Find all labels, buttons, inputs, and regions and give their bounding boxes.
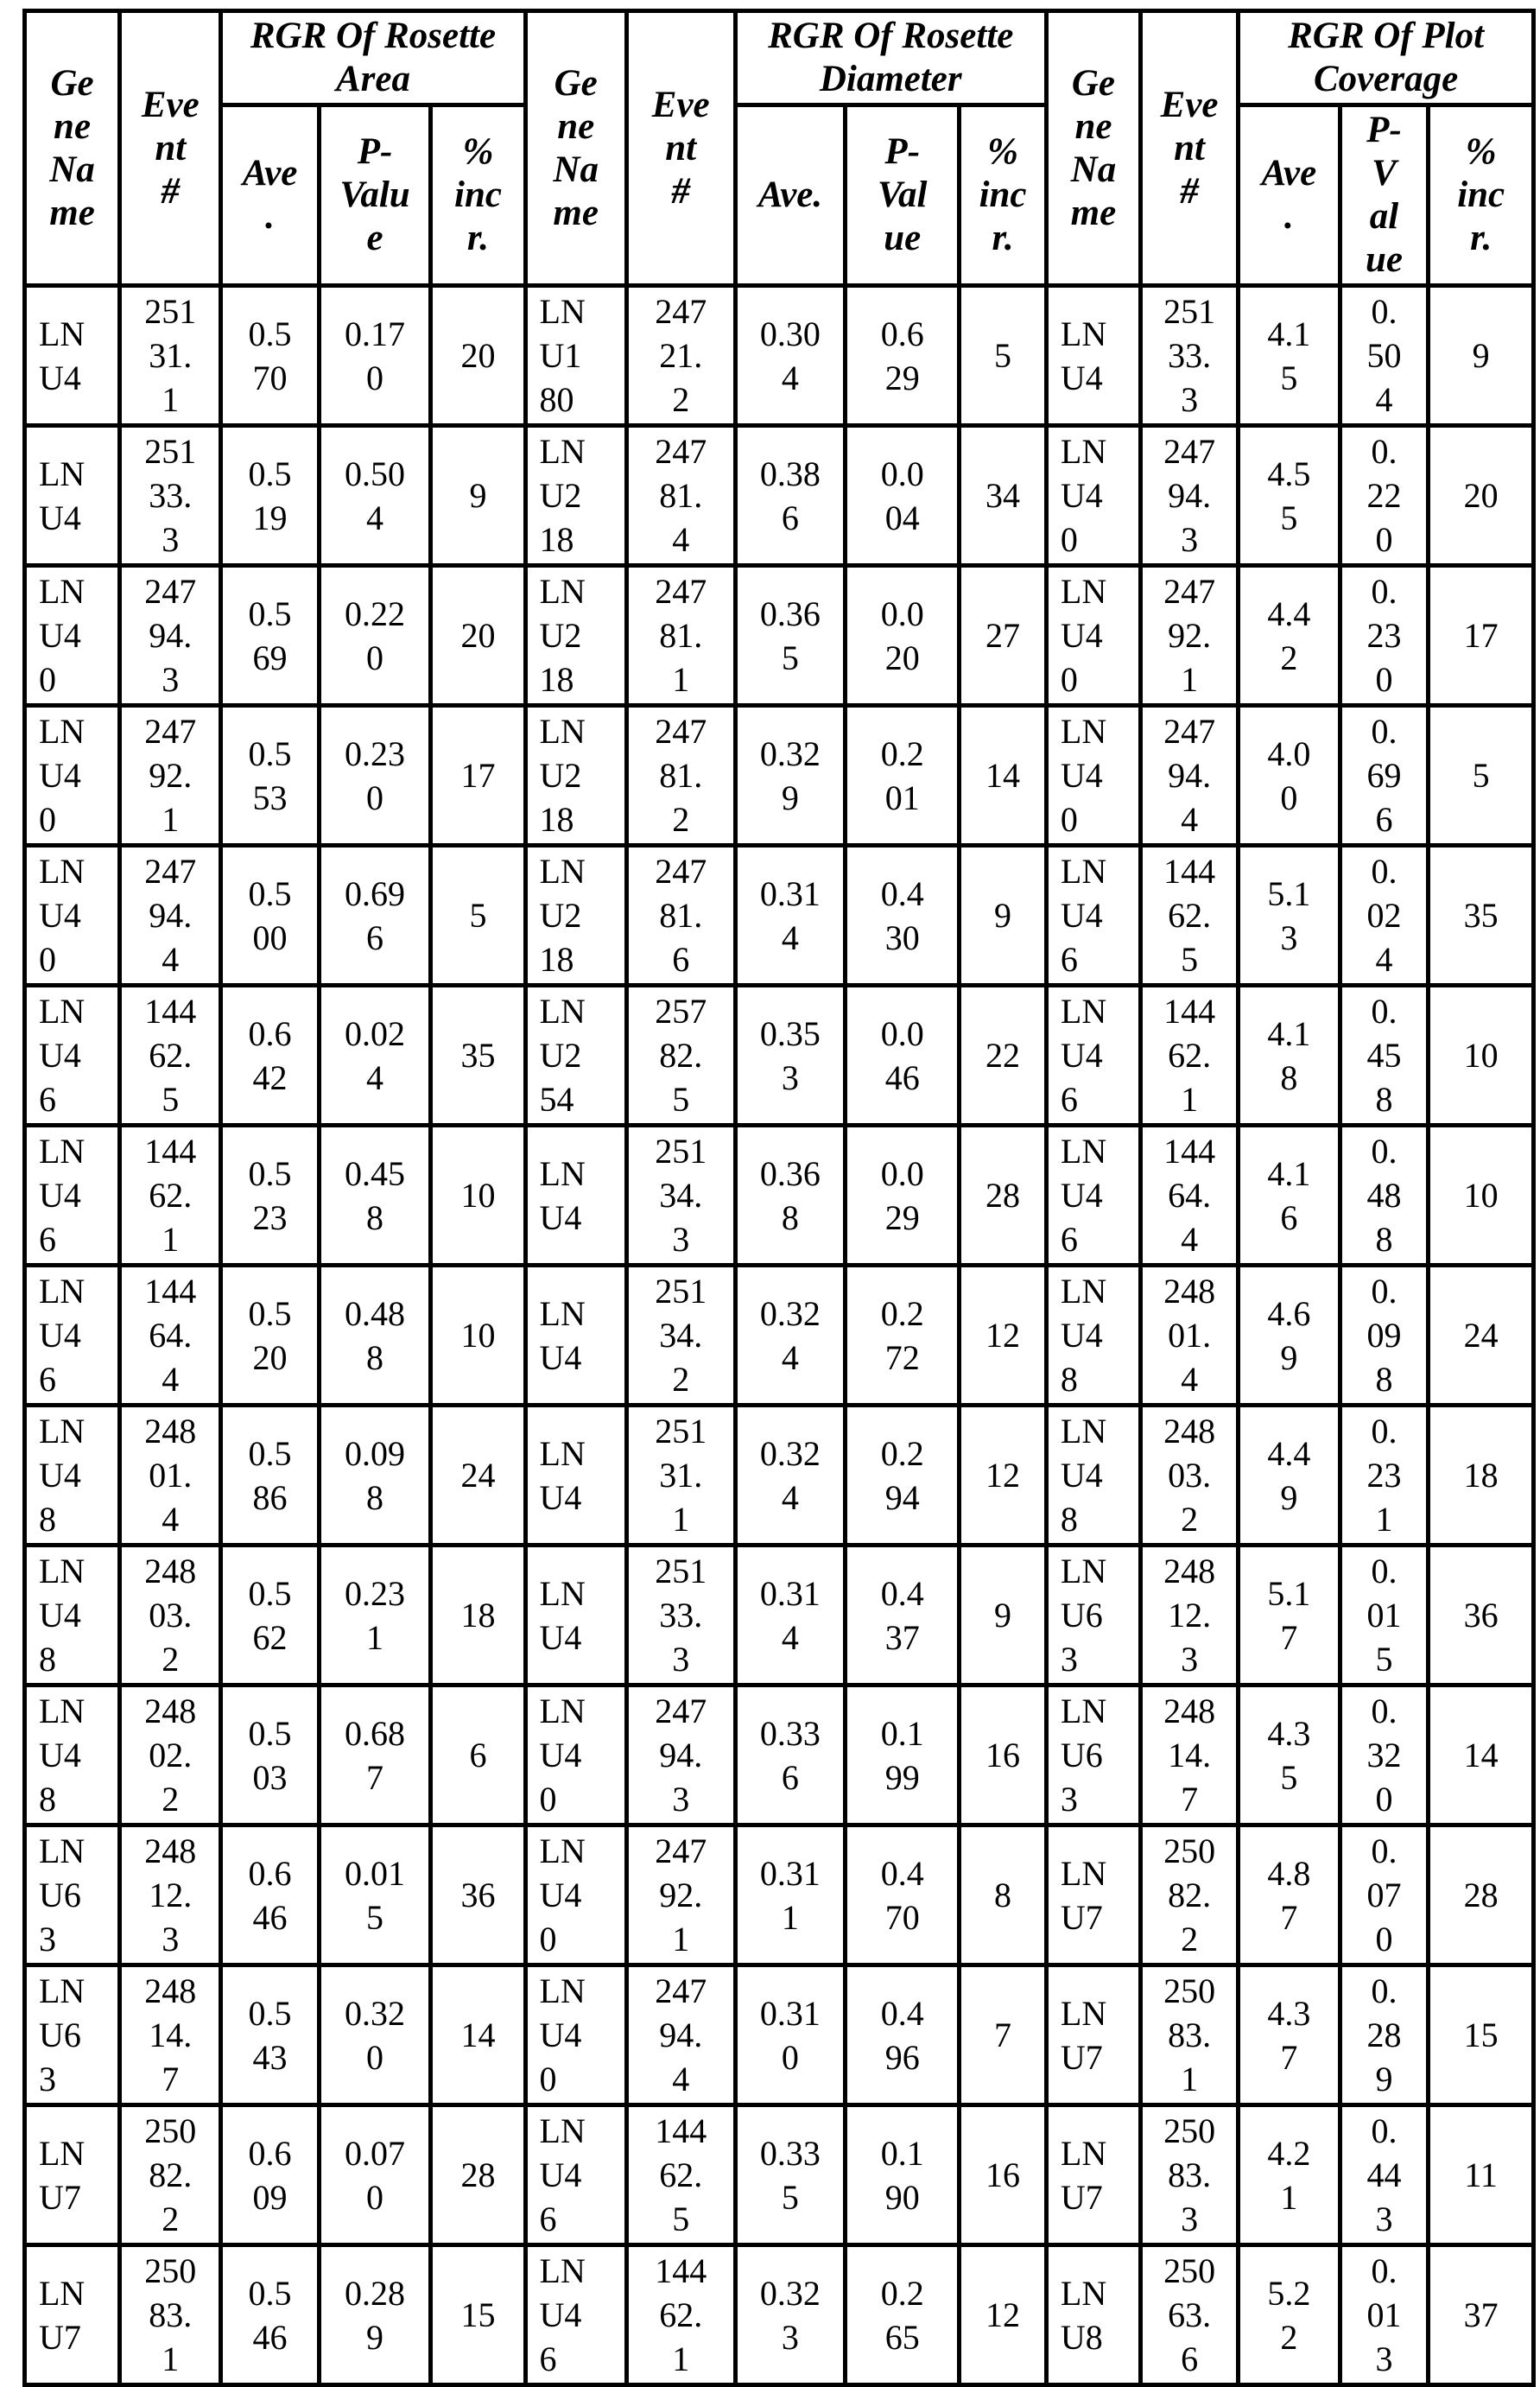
p-value-cell: 0.4 37: [846, 1546, 960, 1686]
event-number-cell: 250 82. 2: [1140, 1825, 1238, 1965]
gene-name-header: Ge ne Na me: [1046, 11, 1140, 286]
percent-incr-cell: 22: [960, 986, 1047, 1126]
percent-incr-cell: 20: [431, 286, 525, 426]
ave-cell: 0.6 09: [221, 2105, 319, 2245]
p-value-cell: 0. 44 3: [1340, 2105, 1429, 2245]
ave-cell: 0.31 4: [735, 1546, 846, 1686]
ave-cell: 0.5 23: [221, 1126, 319, 1266]
percent-incr-header: % inc r.: [431, 105, 525, 286]
ave-cell: 0.5 70: [221, 286, 319, 426]
ave-header: Ave .: [221, 105, 319, 286]
percent-incr-cell: 24: [1429, 1266, 1534, 1406]
ave-cell: 0.33 5: [735, 2105, 846, 2245]
event-number-cell: 247 94. 4: [1140, 706, 1238, 846]
percent-incr-cell: 14: [1429, 1686, 1534, 1825]
event-number-cell: 247 92. 1: [120, 706, 221, 846]
ave-cell: 0.30 4: [735, 286, 846, 426]
table-row: [25, 426, 1534, 566]
p-value-cell: 0.22 0: [319, 566, 431, 706]
p-value-cell: 0.2 72: [846, 1266, 960, 1406]
table-row: [25, 2245, 1534, 2385]
p-value-cell: 0.17 0: [319, 286, 431, 426]
p-value-cell: 0.2 01: [846, 706, 960, 846]
p-value-cell: 0.4 30: [846, 846, 960, 986]
ave-cell: 0.31 4: [735, 846, 846, 986]
p-value-cell: 0.50 4: [319, 426, 431, 566]
percent-incr-cell: 28: [960, 1126, 1047, 1266]
p-value-cell: 0.32 0: [319, 1965, 431, 2105]
event-number-cell: 251 33. 3: [626, 1546, 735, 1686]
p-value-cell: 0.4 70: [846, 1825, 960, 1965]
p-value-cell: 0. 69 6: [1340, 706, 1429, 846]
p-value-cell: 0. 23 0: [1340, 566, 1429, 706]
ave-cell: 0.31 0: [735, 1965, 846, 2105]
event-number-cell: 248 02. 2: [120, 1686, 221, 1825]
p-value-cell: 0. 07 0: [1340, 1825, 1429, 1965]
gene-name-cell: LN U4: [25, 426, 120, 566]
event-number-cell: 247 92. 1: [1140, 566, 1238, 706]
event-number-cell: 247 81. 2: [626, 706, 735, 846]
percent-incr-cell: 28: [1429, 1825, 1534, 1965]
gene-name-cell: LN U4 0: [25, 566, 120, 706]
gene-name-cell: LN U7: [25, 2105, 120, 2245]
percent-incr-cell: 10: [431, 1266, 525, 1406]
p-value-cell: 0.0 46: [846, 986, 960, 1126]
percent-incr-cell: 5: [431, 846, 525, 986]
percent-incr-cell: 8: [960, 1825, 1047, 1965]
event-number-cell: 257 82. 5: [626, 986, 735, 1126]
event-number-header: Eve nt #: [120, 11, 221, 286]
p-value-cell: 0.2 94: [846, 1406, 960, 1546]
percent-incr-cell: 10: [1429, 986, 1534, 1126]
percent-incr-cell: 18: [431, 1546, 525, 1686]
p-value-cell: 0.4 96: [846, 1965, 960, 2105]
ave-cell: 0.6 46: [221, 1825, 319, 1965]
p-value-cell: 0. 28 9: [1340, 1965, 1429, 2105]
gene-name-cell: LN U4 8: [25, 1686, 120, 1825]
gene-name-cell: LN U2 18: [525, 566, 626, 706]
percent-incr-cell: 5: [1429, 706, 1534, 846]
ave-cell: 4.4 2: [1239, 566, 1340, 706]
event-number-cell: 250 63. 6: [1140, 2245, 1238, 2385]
ave-cell: 4.5 5: [1239, 426, 1340, 566]
gene-name-cell: LN U4 6: [525, 2245, 626, 2385]
event-number-cell: 250 82. 2: [120, 2105, 221, 2245]
percent-incr-cell: 35: [431, 986, 525, 1126]
gene-name-cell: LN U7: [1046, 1965, 1140, 2105]
p-value-cell: 0.0 20: [846, 566, 960, 706]
percent-incr-cell: 5: [960, 286, 1047, 426]
percent-incr-cell: 12: [960, 1266, 1047, 1406]
ave-cell: 0.5 86: [221, 1406, 319, 1546]
gene-name-cell: LN U8: [1046, 2245, 1140, 2385]
event-number-cell: 250 83. 3: [1140, 2105, 1238, 2245]
p-value-cell: 0.0 04: [846, 426, 960, 566]
ave-cell: 4.0 0: [1239, 706, 1340, 846]
percent-incr-cell: 36: [431, 1825, 525, 1965]
percent-incr-cell: 6: [431, 1686, 525, 1825]
p-value-cell: 0.09 8: [319, 1406, 431, 1546]
p-value-cell: 0. 01 3: [1340, 2245, 1429, 2385]
ave-cell: 5.2 2: [1239, 2245, 1340, 2385]
gene-name-cell: LN U4 8: [1046, 1406, 1140, 1546]
p-value-cell: 0.45 8: [319, 1126, 431, 1266]
gene-name-cell: LN U4 0: [525, 1965, 626, 2105]
percent-incr-cell: 10: [1429, 1126, 1534, 1266]
ave-cell: 0.36 8: [735, 1126, 846, 1266]
ave-cell: 0.5 19: [221, 426, 319, 566]
p-value-cell: 0. 09 8: [1340, 1266, 1429, 1406]
event-number-cell: 251 33. 3: [1140, 286, 1238, 426]
percent-incr-cell: 35: [1429, 846, 1534, 986]
gene-name-cell: LN U4: [525, 1406, 626, 1546]
event-number-cell: 251 31. 1: [120, 286, 221, 426]
p-value-cell: 0.23 1: [319, 1546, 431, 1686]
gene-name-header: Ge ne Na me: [525, 11, 626, 286]
gene-name-cell: LN U4: [25, 286, 120, 426]
gene-name-cell: LN U4: [525, 1126, 626, 1266]
p-value-header: P- Valu e: [319, 105, 431, 286]
ave-cell: 0.6 42: [221, 986, 319, 1126]
event-number-header: Eve nt #: [626, 11, 735, 286]
header-row-group-titles: [25, 11, 1534, 105]
ave-cell: 0.5 20: [221, 1266, 319, 1406]
event-number-cell: 247 94. 3: [626, 1686, 735, 1825]
percent-incr-cell: 27: [960, 566, 1047, 706]
percent-incr-cell: 10: [431, 1126, 525, 1266]
group-title-rosette-diameter: RGR Of Rosette Diameter: [735, 11, 1046, 105]
gene-name-cell: LN U2 54: [525, 986, 626, 1126]
p-value-cell: 0.1 99: [846, 1686, 960, 1825]
gene-name-cell: LN U4 0: [525, 1686, 626, 1825]
percent-incr-cell: 16: [960, 2105, 1047, 2245]
p-value-cell: 0. 45 8: [1340, 986, 1429, 1126]
ave-header: Ave.: [735, 105, 846, 286]
gene-name-cell: LN U6 3: [25, 1965, 120, 2105]
table-row: [25, 566, 1534, 706]
percent-incr-cell: 16: [960, 1686, 1047, 1825]
event-number-cell: 247 21. 2: [626, 286, 735, 426]
gene-name-cell: LN U4 8: [25, 1546, 120, 1686]
gene-name-cell: LN U4 0: [1046, 706, 1140, 846]
event-number-header: Eve nt #: [1140, 11, 1238, 286]
event-number-cell: 250 83. 1: [120, 2245, 221, 2385]
event-number-cell: 251 33. 3: [120, 426, 221, 566]
gene-name-cell: LN U4 0: [525, 1825, 626, 1965]
event-number-cell: 250 83. 1: [1140, 1965, 1238, 2105]
gene-name-cell: LN U4 0: [25, 706, 120, 846]
event-number-cell: 144 62. 1: [626, 2245, 735, 2385]
gene-name-cell: LN U2 18: [525, 706, 626, 846]
ave-cell: 0.5 43: [221, 1965, 319, 2105]
p-value-cell: 0.0 29: [846, 1126, 960, 1266]
gene-name-cell: LN U4 6: [1046, 986, 1140, 1126]
gene-name-cell: LN U4 8: [1046, 1266, 1140, 1406]
percent-incr-cell: 15: [1429, 1965, 1534, 2105]
gene-name-cell: LN U4 0: [25, 846, 120, 986]
percent-incr-header: % inc r.: [1429, 105, 1534, 286]
percent-incr-header: % inc r.: [960, 105, 1047, 286]
event-number-cell: 251 34. 3: [626, 1126, 735, 1266]
p-value-header: P- V al ue: [1340, 105, 1429, 286]
event-number-cell: 247 92. 1: [626, 1825, 735, 1965]
event-number-cell: 248 01. 4: [120, 1406, 221, 1546]
ave-cell: 0.32 4: [735, 1266, 846, 1406]
p-value-cell: 0. 02 4: [1340, 846, 1429, 986]
p-value-cell: 0.69 6: [319, 846, 431, 986]
gene-name-cell: LN U4: [525, 1546, 626, 1686]
ave-cell: 0.5 00: [221, 846, 319, 986]
rgr-data-table: [22, 9, 1536, 2387]
ave-cell: 0.38 6: [735, 426, 846, 566]
gene-name-cell: LN U4 6: [1046, 1126, 1140, 1266]
p-value-cell: 0.2 65: [846, 2245, 960, 2385]
percent-incr-cell: 14: [431, 1965, 525, 2105]
gene-name-cell: LN U4 6: [1046, 846, 1140, 986]
gene-name-cell: LN U4 6: [25, 1126, 120, 1266]
gene-name-cell: LN U4 6: [25, 986, 120, 1126]
ave-cell: 0.5 46: [221, 2245, 319, 2385]
table-row: [25, 1266, 1534, 1406]
gene-name-cell: LN U4 0: [1046, 426, 1140, 566]
percent-incr-cell: 9: [431, 426, 525, 566]
p-value-cell: 0.23 0: [319, 706, 431, 846]
event-number-cell: 144 62. 1: [1140, 986, 1238, 1126]
ave-cell: 0.32 4: [735, 1406, 846, 1546]
table-row: [25, 1686, 1534, 1825]
percent-incr-cell: 20: [1429, 426, 1534, 566]
table-row: [25, 846, 1534, 986]
ave-cell: 5.1 7: [1239, 1546, 1340, 1686]
ave-cell: 4.2 1: [1239, 2105, 1340, 2245]
ave-cell: 0.35 3: [735, 986, 846, 1126]
p-value-cell: 0.48 8: [319, 1266, 431, 1406]
gene-name-cell: LN U2 18: [525, 846, 626, 986]
table-row: [25, 2105, 1534, 2245]
p-value-cell: 0.02 4: [319, 986, 431, 1126]
percent-incr-cell: 17: [1429, 566, 1534, 706]
ave-header: Ave .: [1239, 105, 1340, 286]
ave-cell: 0.33 6: [735, 1686, 846, 1825]
event-number-cell: 144 62. 1: [120, 1126, 221, 1266]
p-value-cell: 0.68 7: [319, 1686, 431, 1825]
event-number-cell: 247 94. 3: [120, 566, 221, 706]
ave-cell: 0.5 53: [221, 706, 319, 846]
percent-incr-cell: 9: [960, 846, 1047, 986]
event-number-cell: 251 34. 2: [626, 1266, 735, 1406]
ave-cell: 4.6 9: [1239, 1266, 1340, 1406]
ave-cell: 4.8 7: [1239, 1825, 1340, 1965]
gene-name-cell: LN U7: [25, 2245, 120, 2385]
ave-cell: 0.5 69: [221, 566, 319, 706]
p-value-cell: 0.01 5: [319, 1825, 431, 1965]
group-title-plot-coverage: RGR Of Plot Coverage: [1239, 11, 1534, 105]
percent-incr-cell: 34: [960, 426, 1047, 566]
event-number-cell: 248 12. 3: [1140, 1546, 1238, 1686]
percent-incr-cell: 36: [1429, 1546, 1534, 1686]
table-row: [25, 1546, 1534, 1686]
group-title-rosette-area: RGR Of Rosette Area: [221, 11, 525, 105]
table-row: [25, 1965, 1534, 2105]
table-row: [25, 706, 1534, 846]
percent-incr-cell: 7: [960, 1965, 1047, 2105]
table-row: [25, 286, 1534, 426]
event-number-cell: 144 64. 4: [1140, 1126, 1238, 1266]
p-value-cell: 0.07 0: [319, 2105, 431, 2245]
gene-name-cell: LN U4 0: [1046, 566, 1140, 706]
ave-cell: 4.3 5: [1239, 1686, 1340, 1825]
event-number-cell: 144 62. 5: [626, 2105, 735, 2245]
ave-cell: 4.1 5: [1239, 286, 1340, 426]
p-value-cell: 0. 48 8: [1340, 1126, 1429, 1266]
ave-cell: 5.1 3: [1239, 846, 1340, 986]
event-number-cell: 248 03. 2: [120, 1546, 221, 1686]
event-number-cell: 247 81. 1: [626, 566, 735, 706]
ave-cell: 0.31 1: [735, 1825, 846, 1965]
event-number-cell: 144 64. 4: [120, 1266, 221, 1406]
p-value-cell: 0. 32 0: [1340, 1686, 1429, 1825]
gene-name-cell: LN U4 8: [25, 1406, 120, 1546]
gene-name-cell: LN U4 6: [25, 1266, 120, 1406]
table-row: [25, 986, 1534, 1126]
event-number-cell: 247 94. 3: [1140, 426, 1238, 566]
gene-name-cell: LN U7: [1046, 2105, 1140, 2245]
event-number-cell: 248 01. 4: [1140, 1266, 1238, 1406]
event-number-cell: 248 14. 7: [1140, 1686, 1238, 1825]
p-value-cell: 0. 22 0: [1340, 426, 1429, 566]
percent-incr-cell: 17: [431, 706, 525, 846]
p-value-cell: 0. 23 1: [1340, 1406, 1429, 1546]
gene-name-header: Ge ne Na me: [25, 11, 120, 286]
ave-cell: 4.4 9: [1239, 1406, 1340, 1546]
gene-name-cell: LN U6 3: [25, 1825, 120, 1965]
percent-incr-cell: 14: [960, 706, 1047, 846]
event-number-cell: 144 62. 5: [1140, 846, 1238, 986]
event-number-cell: 248 12. 3: [120, 1825, 221, 1965]
event-number-cell: 247 94. 4: [626, 1965, 735, 2105]
event-number-cell: 247 81. 4: [626, 426, 735, 566]
ave-cell: 4.3 7: [1239, 1965, 1340, 2105]
table-row: [25, 1126, 1534, 1266]
percent-incr-cell: 9: [1429, 286, 1534, 426]
percent-incr-cell: 15: [431, 2245, 525, 2385]
gene-name-cell: LN U4: [1046, 286, 1140, 426]
percent-incr-cell: 12: [960, 2245, 1047, 2385]
gene-name-cell: LN U4: [525, 1266, 626, 1406]
ave-cell: 0.32 3: [735, 2245, 846, 2385]
table-row: [25, 1825, 1534, 1965]
event-number-cell: 247 94. 4: [120, 846, 221, 986]
percent-incr-cell: 37: [1429, 2245, 1534, 2385]
event-number-cell: 248 14. 7: [120, 1965, 221, 2105]
p-value-cell: 0.1 90: [846, 2105, 960, 2245]
p-value-cell: 0. 50 4: [1340, 286, 1429, 426]
ave-cell: 4.1 8: [1239, 986, 1340, 1126]
ave-cell: 4.1 6: [1239, 1126, 1340, 1266]
p-value-header: P- Val ue: [846, 105, 960, 286]
gene-name-cell: LN U6 3: [1046, 1686, 1140, 1825]
event-number-cell: 144 62. 5: [120, 986, 221, 1126]
p-value-cell: 0.6 29: [846, 286, 960, 426]
percent-incr-cell: 24: [431, 1406, 525, 1546]
ave-cell: 0.32 9: [735, 706, 846, 846]
percent-incr-cell: 20: [431, 566, 525, 706]
event-number-cell: 251 31. 1: [626, 1406, 735, 1546]
percent-incr-cell: 12: [960, 1406, 1047, 1546]
header-row-subcolumns: [25, 105, 1534, 286]
p-value-cell: 0.28 9: [319, 2245, 431, 2385]
percent-incr-cell: 18: [1429, 1406, 1534, 1546]
gene-name-cell: LN U4 6: [525, 2105, 626, 2245]
page: [22, 9, 1540, 2387]
gene-name-cell: LN U2 18: [525, 426, 626, 566]
event-number-cell: 247 81. 6: [626, 846, 735, 986]
percent-incr-cell: 11: [1429, 2105, 1534, 2245]
percent-incr-cell: 28: [431, 2105, 525, 2245]
ave-cell: 0.36 5: [735, 566, 846, 706]
ave-cell: 0.5 03: [221, 1686, 319, 1825]
gene-name-cell: LN U7: [1046, 1825, 1140, 1965]
gene-name-cell: LN U1 80: [525, 286, 626, 426]
event-number-cell: 248 03. 2: [1140, 1406, 1238, 1546]
gene-name-cell: LN U6 3: [1046, 1546, 1140, 1686]
p-value-cell: 0. 01 5: [1340, 1546, 1429, 1686]
percent-incr-cell: 9: [960, 1546, 1047, 1686]
table-row: [25, 1406, 1534, 1546]
ave-cell: 0.5 62: [221, 1546, 319, 1686]
